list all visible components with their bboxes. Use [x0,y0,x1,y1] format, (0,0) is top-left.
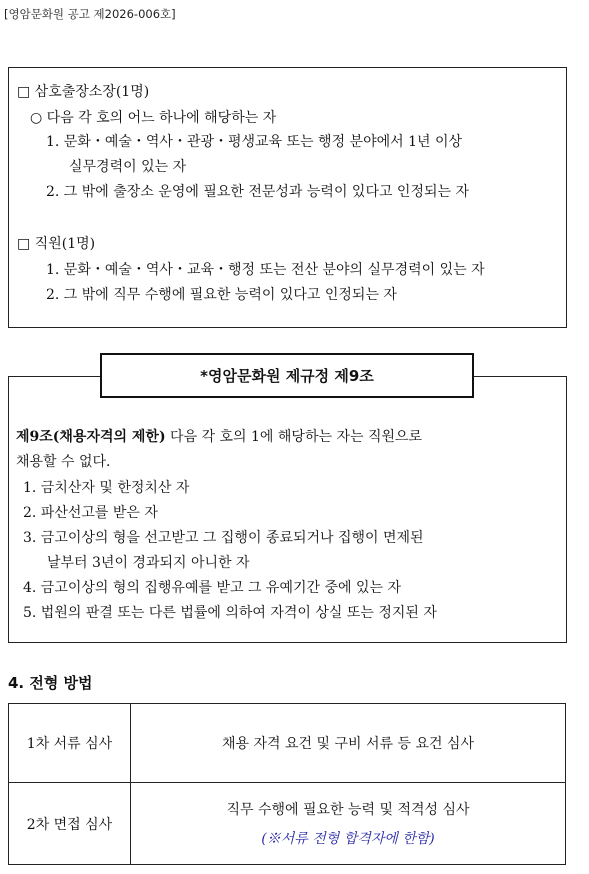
director-item-1: 1. 문화・예술・역사・관광・평생교육 또는 행정 분야에서 1년 이상 [46,134,463,150]
article-label: 제9조(채용자격의 제한) [16,429,166,445]
rule-item-5: 5. 법원의 판결 또는 다른 법률에 의하여 자격이 상실 또는 정지된 자 [23,605,437,621]
director-item-1-cont: 실무경력이 있는 자 [69,159,187,175]
article-text-cont: 채용할 수 없다. [16,454,111,470]
table-row [9,704,566,783]
staff-item-2: 2. 그 밖에 직무 수행에 필요한 능력이 있다고 인정되는 자 [46,287,397,303]
rule-item-4: 4. 금고이상의 형의 집행유예를 받고 그 유예기간 중에 있는 자 [23,580,401,596]
stage-2-label: 2차 면접 심사 [9,783,131,865]
selection-method-table [8,703,566,865]
article-9-heading [16,426,422,446]
qualification-box [8,67,567,328]
rule-item-2: 2. 파산선고를 받은 자 [23,505,158,521]
rule-item-3-cont: 날부터 3년이 경과되지 아니한 자 [47,555,250,571]
article-text: 다음 각 호의 1에 해당하는 자는 직원으로 [165,429,423,445]
director-intro: ○ 다음 각 호의 어느 하나에 해당하는 자 [30,110,277,126]
staff-item-1: 1. 문화・예술・역사・교육・행정 또는 전산 분야의 실무경력이 있는 자 [46,262,485,278]
notice-number-header: [영암문화원 공고 제2026-006호] [4,7,176,21]
rule-item-3: 3. 금고이상의 형을 선고받고 그 집행이 종료되거나 집행이 면제된 [23,530,424,546]
rule-item-1: 1. 금치산자 및 한정치산 자 [23,480,190,496]
selection-method-heading: 4. 전형 방법 [8,674,93,692]
rule-box-title: *영암문화원 제규정 제9조 [100,353,474,398]
director-item-2: 2. 그 밖에 출장소 운영에 필요한 전문성과 능력이 있다고 인정되는 자 [46,184,470,200]
table-row [9,783,566,865]
staff-title: □ 직원(1명) [17,236,96,252]
rule-box [8,376,567,643]
stage-1-description: 채용 자격 요건 및 구비 서류 등 요건 심사 [131,704,566,783]
stage-2-description: 직무 수행에 필요한 능력 및 적격성 심사 [226,802,470,818]
director-title: □ 삼호출장소장(1명) [17,84,150,100]
stage-2-note: (※서류 전형 합격자에 한함) [261,831,435,847]
stage-1-label: 1차 서류 심사 [9,704,131,783]
stage-2-description-cell [131,783,566,865]
